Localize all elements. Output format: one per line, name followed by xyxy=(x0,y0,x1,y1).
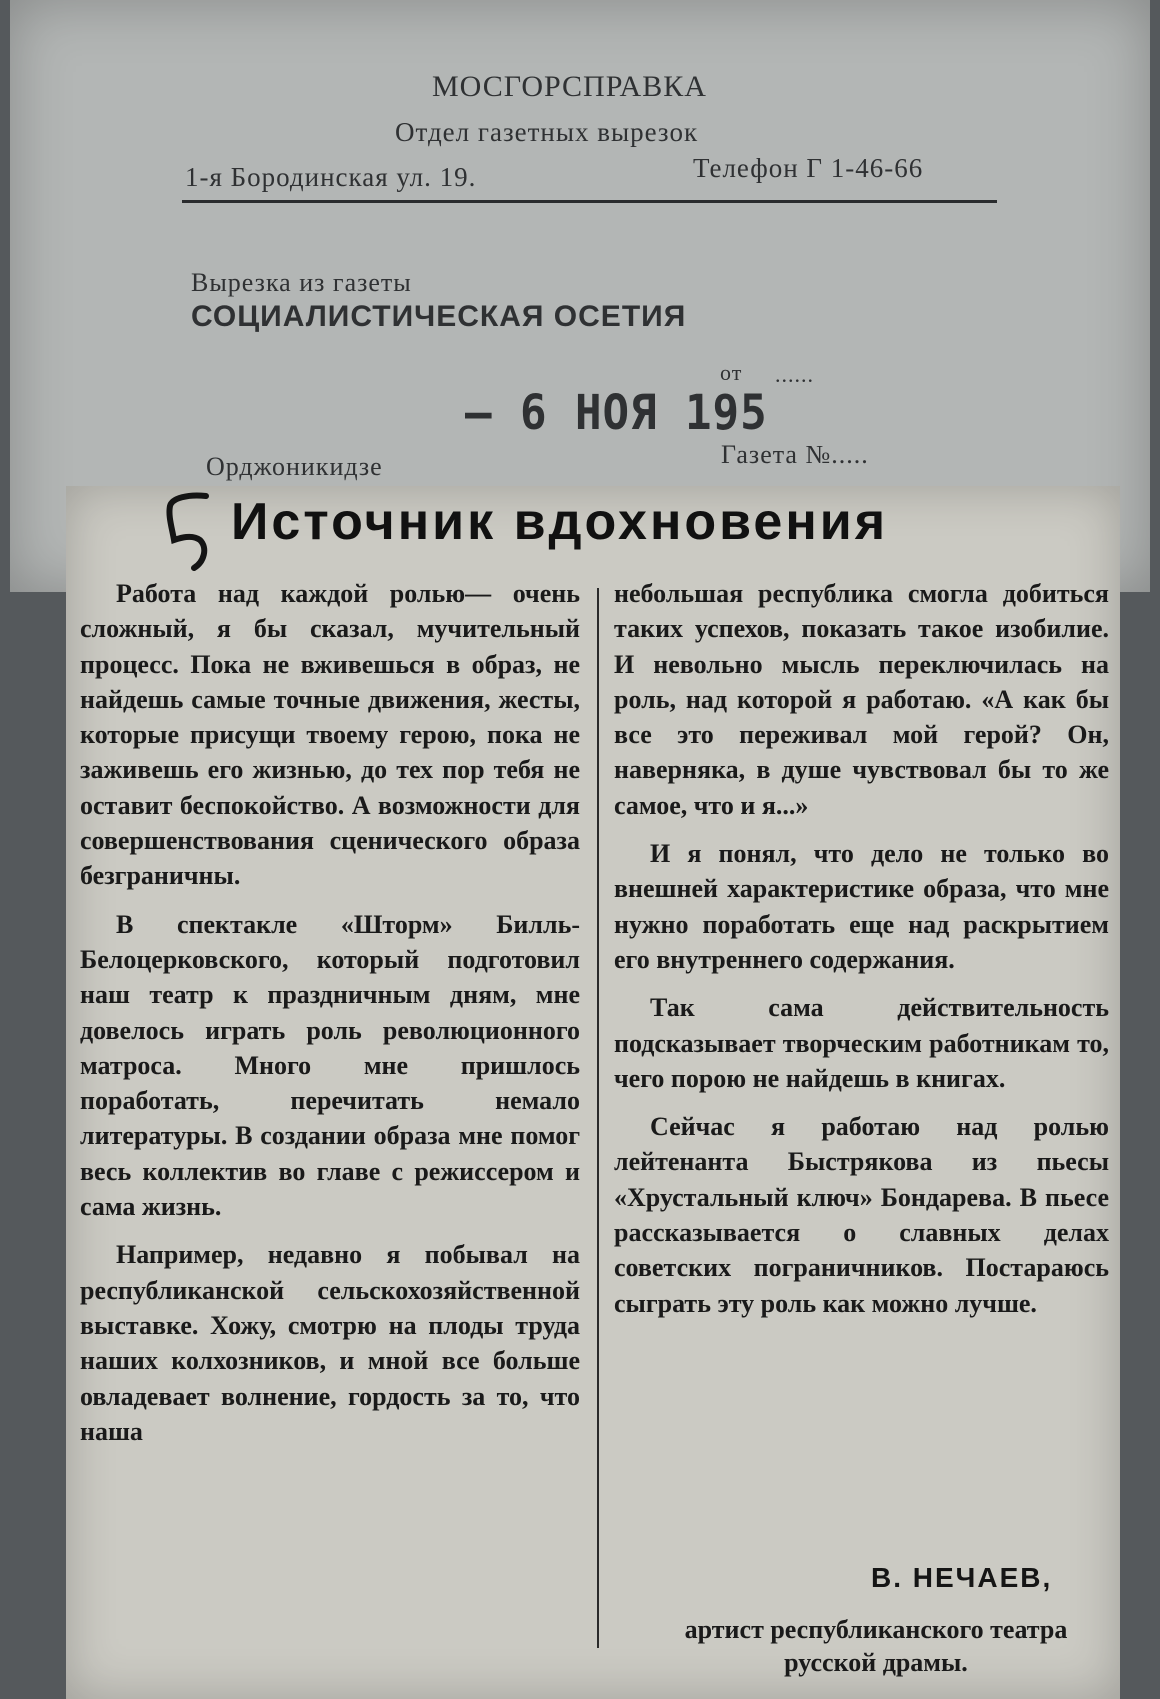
bureau-address: 1-я Бородинская ул. 19. xyxy=(185,162,477,192)
article-paragraph: И я понял, что дело не только во внешней характеристике образа, что мне нужно поработать еще над раскрытием его внутреннего содержания. xyxy=(614,839,1109,974)
article-paragraph-continued: небольшая республика смогла добиться таких успехов, показать такое изобилие. И невольно мысль переключилась на роль, над которой я работаю. «А как бы все это переживал мой герой? Он, наверняка, в душе чувствовал бы то же самое, что и я...» xyxy=(614,579,1109,820)
pencil-mark-icon xyxy=(158,488,218,578)
author-title: артист республиканского театра русской драмы. xyxy=(684,1615,1068,1677)
article-paragraph: Так сама действительность подсказывает творческим работникам то, чего порою не найдешь в книгах. xyxy=(614,993,1109,1093)
department-name: Отдел газетных вырезок xyxy=(395,117,699,147)
date-blank: ...... xyxy=(775,362,814,387)
author-signature: В. НЕЧАЕВ, xyxy=(871,1562,1053,1593)
bureau-phone: Телефон Г 1-46-66 xyxy=(693,153,924,183)
date-from-label: от xyxy=(720,360,743,385)
article-paragraph: Сейчас я работаю над ролью лейтенанта Быстрякова из пьесы «Хрустальный ключ» Бондарева. В пьесе рассказывается о славных делах советских пограничников. Постараюсь сыграть эту роль как можно лучше. xyxy=(614,1112,1109,1318)
article-paragraph: Работа над каждой ролью— очень сложный, я бы сказал, мучительный процесс. Пока не вживешься в образ, не найдешь самые точные движения, жесты, которые присущи твоему герою, пока не заживешь его жизнью, до тех пор тебя не оставит беспокойство. А возможности для совершенствования сценического образа безграничны. xyxy=(80,579,580,891)
article-left-column xyxy=(80,576,580,1462)
city-name: Орджоникидзе xyxy=(206,452,383,481)
article-headline: Источник вдохновения xyxy=(231,493,889,551)
newspaper-clipping xyxy=(66,486,1120,1699)
newspaper-name: СОЦИАЛИСТИЧЕСКАЯ ОСЕТИЯ xyxy=(191,300,687,333)
bureau-name: МОСГОРСПРАВКА xyxy=(432,70,707,103)
column-divider xyxy=(597,588,599,1648)
article-right-column xyxy=(614,576,1109,1334)
article-paragraph: Например, недавно я побывал на республиканской сельскохозяйственной выставке. Хожу, смотрю на плоды труда наших колхозников, и мной все больше овладевает волнение, гордость за то, что наша xyxy=(80,1240,580,1446)
clip-source-label: Вырезка из газеты xyxy=(191,268,412,297)
article-paragraph: В спектакле «Шторм» Билль-Белоцерковского, который подготовил наш театр к праздничным дням, мне довелось играть роль революционного матроса. Много мне пришлось поработать, перечитать немало литературы. В создании образа мне помог весь коллектив во главе с режиссером и сама жизнь. xyxy=(80,909,580,1222)
issue-number-label: Газета №..... xyxy=(721,440,869,469)
date-stamp: – 6 НОЯ 195 xyxy=(465,385,768,441)
header-divider xyxy=(182,200,997,203)
